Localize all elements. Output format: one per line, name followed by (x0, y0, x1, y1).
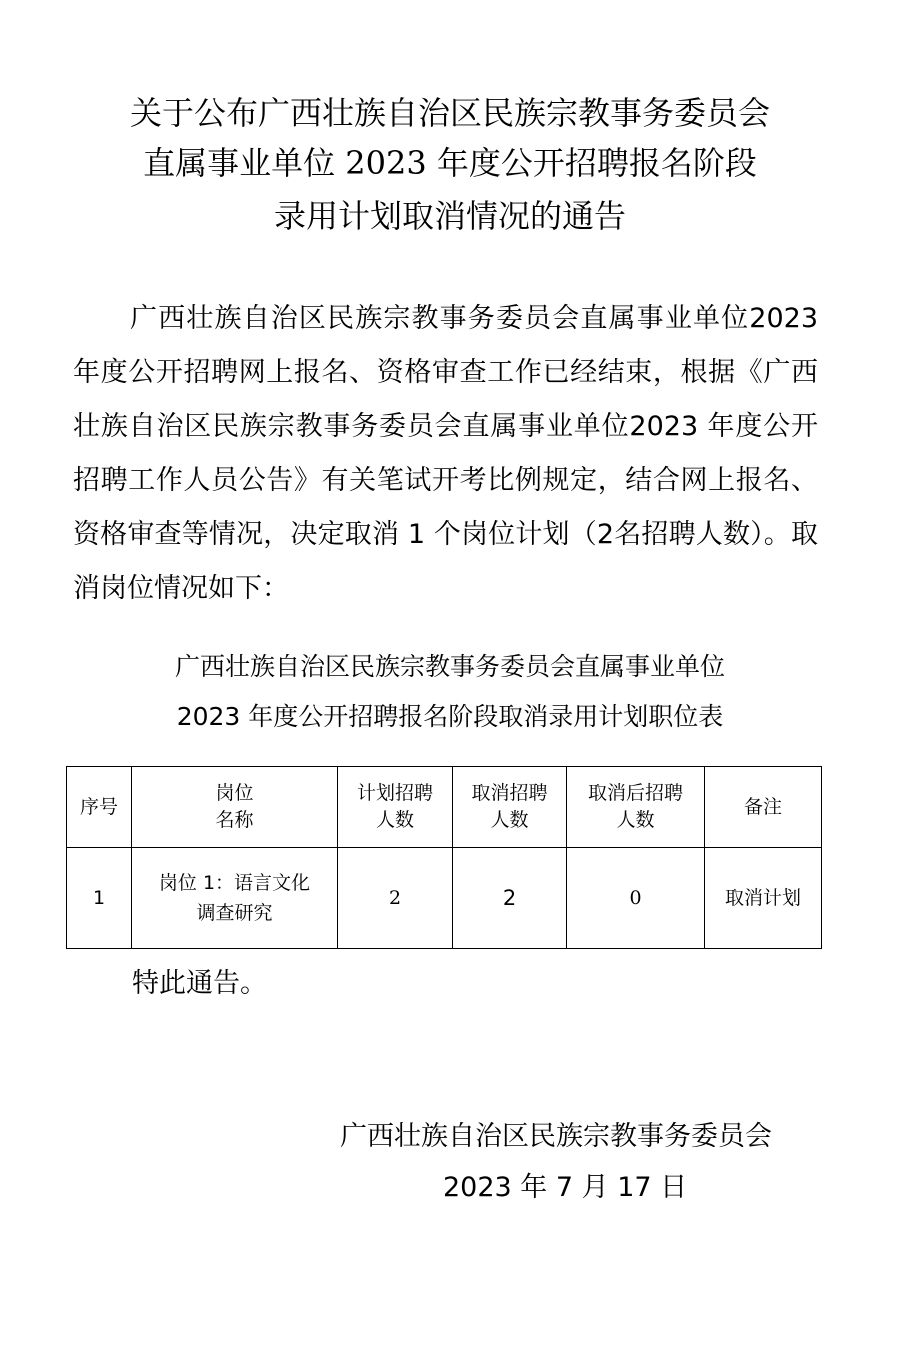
table-title-line-2: 2023 年度公开招聘报名阶段取消录用计划职位表 (176, 702, 724, 731)
signature-organization: 广西壮族自治区民族宗教事务委员会 (340, 1121, 772, 1152)
cell-cancelled-count: 2 (453, 848, 567, 949)
table-header-row (67, 767, 822, 848)
position-name-text: 岗位 1：语言文化调查研究 (158, 872, 311, 924)
cell-seq: 1 (67, 848, 132, 949)
header-remark: 备注 (705, 767, 822, 848)
header-seq: 序号 (67, 767, 132, 848)
notice-title-line-2: 直属事业单位 2023 年度公开招聘报名阶段 (143, 144, 757, 182)
notice-body-paragraph: 广西壮族自治区民族宗教事务委员会直属事业单位2023 年度公开招聘网上报名、资格审查工作已经结束，根据《广西壮族自治区民族宗教事务委员会直属事业单位2023 年度公开招聘工作人员公告》有关笔试开考比例规定，结合网上报名、资格审查等情况，决定取消 1 个岗位计划（2名招聘人数）。取消岗位情况如下： (73, 303, 818, 604)
cancelled-positions-table (66, 766, 822, 949)
signature-date: 2023 年 7 月 17 日 (443, 1172, 688, 1203)
notice-title-line-1: 关于公布广西壮族自治区民族宗教事务委员会 (129, 94, 770, 132)
table-row (67, 848, 822, 949)
cell-position-name (132, 848, 338, 949)
table-title-line-1: 广西壮族自治区民族宗教事务委员会直属事业单位 (174, 652, 725, 681)
header-cancelled-count: 取消招聘 人数 (453, 767, 567, 848)
cell-remaining-count: 0 (567, 848, 705, 949)
cell-remark: 取消计划 (705, 848, 822, 949)
closing-statement: 特此通告。 (132, 968, 267, 999)
header-position-name: 岗位 名称 (132, 767, 338, 848)
cell-planned-count: 2 (338, 848, 453, 949)
header-remaining-count: 取消后招聘 人数 (567, 767, 705, 848)
header-planned-count: 计划招聘 人数 (338, 767, 453, 848)
notice-title-line-3: 录用计划取消情况的通告 (273, 197, 626, 235)
